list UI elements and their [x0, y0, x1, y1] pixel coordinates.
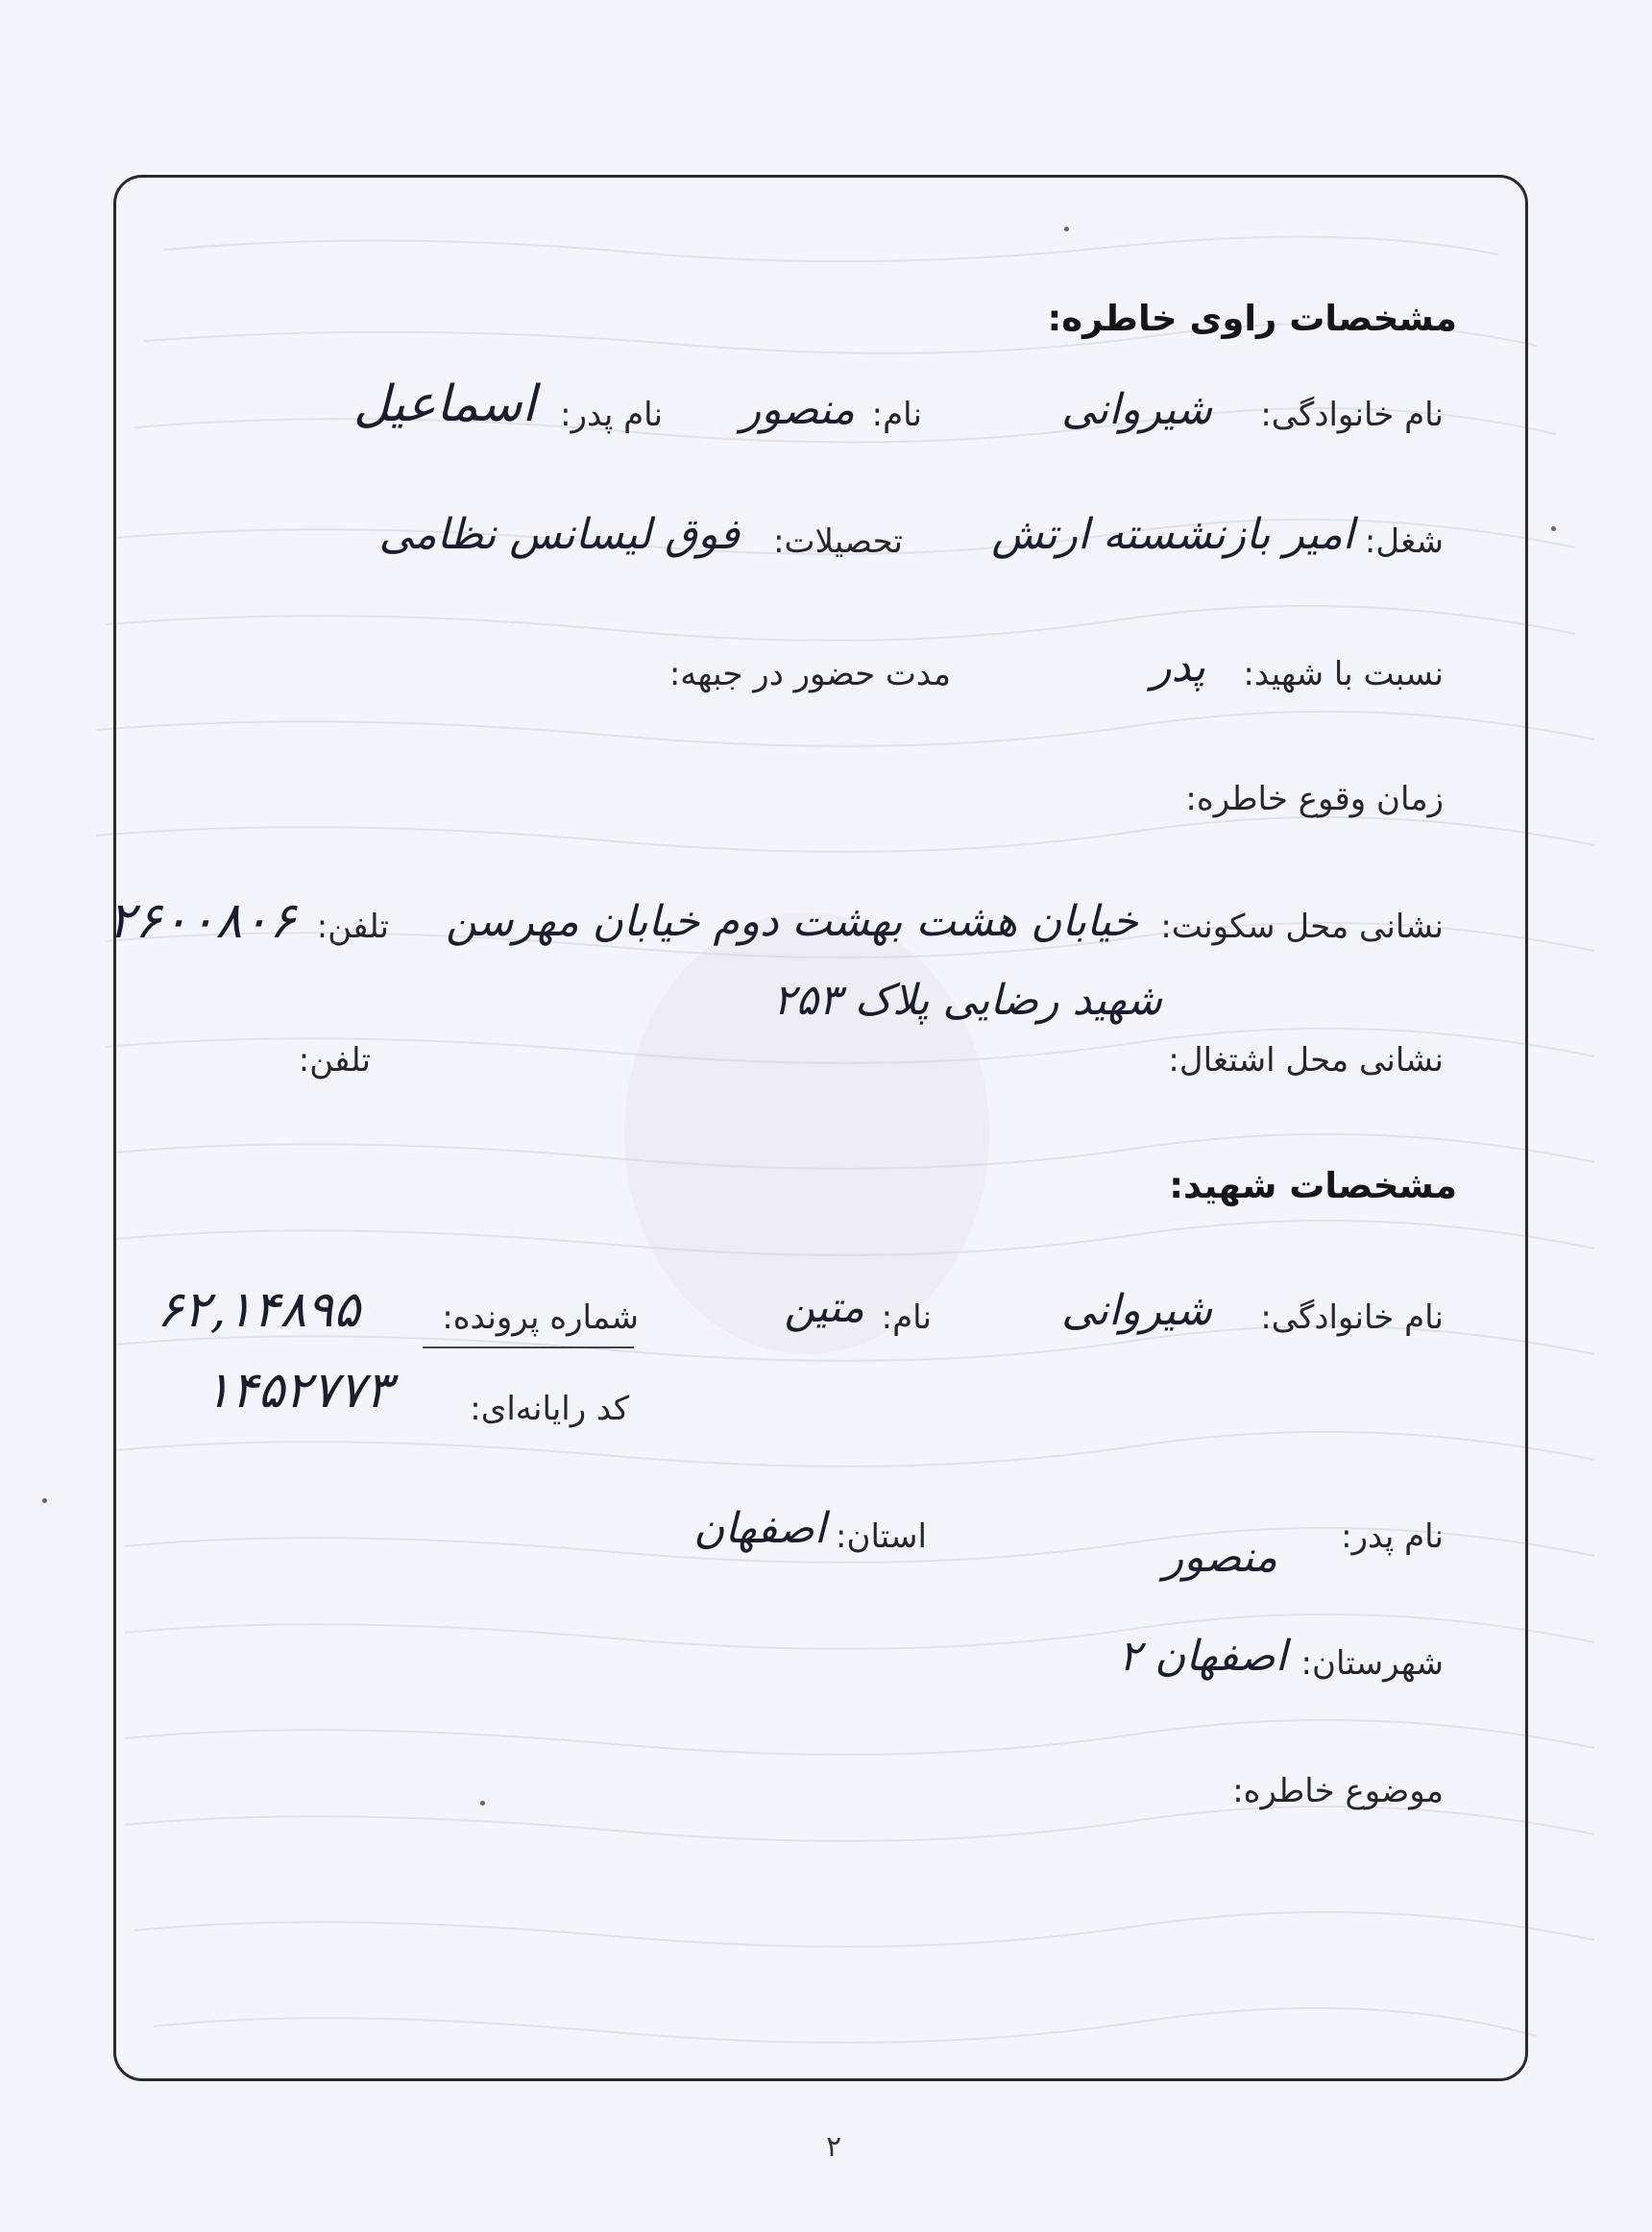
narrator-residence-value-line2: شهید رضایی پلاک ۲۵۳ [772, 976, 1162, 1025]
file-number-underline [423, 1346, 634, 1348]
narrator-first-name-value: منصور [741, 385, 855, 434]
narrator-front-duration-label: مدت حضور در جبهه: [668, 655, 951, 693]
martyr-province-value: اصفهان [693, 1504, 826, 1553]
martyr-county-label: شهرستان: [1300, 1644, 1444, 1683]
narrator-relation-value: پدر [1151, 643, 1205, 691]
martyr-section-heading: مشخصات شهید: [1169, 1165, 1457, 1206]
speck [1064, 227, 1069, 231]
narrator-family-name-label: نام خانوادگی: [1260, 396, 1444, 434]
narrator-section-heading: مشخصات راوی خاطره: [1047, 298, 1457, 339]
martyr-county-value: اصفهان ۲ [1118, 1632, 1287, 1681]
martyr-family-name-label: نام خانوادگی: [1260, 1298, 1444, 1337]
martyr-family-name-value: شیروانی [1061, 1286, 1212, 1335]
martyr-file-number-label: شماره پرونده: [442, 1298, 639, 1337]
speck [480, 1801, 485, 1806]
martyr-first-name-value: متین [784, 1283, 864, 1332]
narrator-residence-phone-label: تلفن: [316, 908, 389, 946]
narrator-education-value: فوق لیسانس نظامی [378, 510, 740, 559]
martyr-computer-code-value: ۱۴۵۲۷۷۳ [204, 1362, 392, 1419]
narrator-father-name-label: نام پدر: [560, 396, 663, 434]
narrator-relation-label: نسبت با شهید: [1243, 655, 1444, 693]
narrator-education-label: تحصیلات: [773, 522, 903, 561]
page-number: ۲ [826, 2130, 842, 2164]
narrator-occupation-label: شغل: [1364, 522, 1444, 561]
narrator-family-name-value: شیروانی [1061, 385, 1212, 434]
martyr-father-name-label: نام پدر: [1341, 1517, 1444, 1556]
speck [42, 1498, 47, 1503]
narrator-residence-value-line1: خیابان هشت بهشت دوم خیابان مهرسن [446, 897, 1138, 946]
narrator-memory-time-label: زمان وقوع خاطره: [1185, 780, 1444, 818]
narrator-workplace-label: نشانی محل اشتغال: [1168, 1041, 1444, 1080]
speck [1551, 526, 1556, 531]
narrator-residence-phone-value: ۲۶۰۰۸۰۶ [108, 892, 296, 950]
narrator-father-name-value: اسماعیل [352, 376, 536, 433]
martyr-file-number-value: ۶۲,۱۴۸۹۵ [156, 1281, 360, 1339]
martyr-computer-code-label: کد رایانه‌ای: [470, 1390, 629, 1428]
martyr-province-label: استان: [836, 1517, 927, 1556]
narrator-residence-label: نشانی محل سکونت: [1160, 908, 1444, 946]
martyr-first-name-label: نام: [881, 1298, 932, 1337]
narrator-workplace-phone-label: تلفن: [298, 1041, 371, 1080]
narrator-first-name-label: نام: [871, 396, 922, 434]
martyr-memory-topic-label: موضوع خاطره: [1232, 1772, 1444, 1810]
martyr-father-name-value: منصور [1163, 1533, 1277, 1582]
narrator-occupation-value: امیر بازنشسته ارتش [991, 510, 1354, 559]
